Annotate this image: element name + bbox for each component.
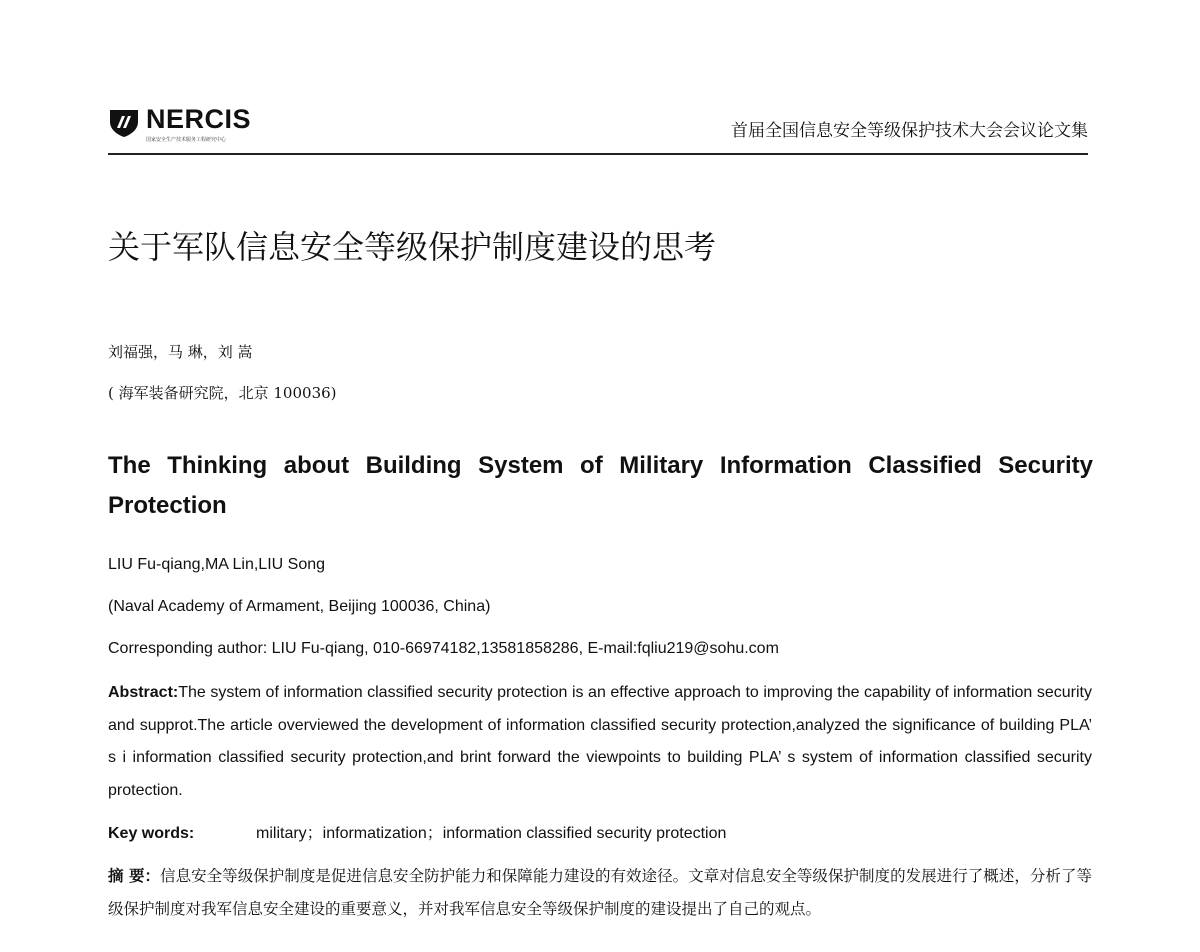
chinese-abstract-label: 摘 要： (108, 867, 161, 885)
logo-text: NERCIS (146, 104, 252, 134)
english-affiliation: (Naval Academy of Armament, Beijing 100036, China) (108, 598, 491, 615)
logo-subtext: 国家安全生产技术服务工程研究中心 (146, 137, 227, 143)
abstract-label: Abstract: (108, 684, 179, 701)
english-abstract (108, 677, 1092, 807)
english-title: The Thinking about Building System of Military Information Classified Security Protection (108, 452, 1093, 519)
english-authors: LIU Fu-qiang,MA Lin,LIU Song (108, 556, 326, 573)
shield-icon (108, 108, 140, 138)
corresponding-author: Corresponding author: LIU Fu-qiang, 010-66974182,13581858286, E-mail:fqliu219@sohu.com (108, 640, 779, 657)
chinese-authors: 刘福强，马 琳，刘 嵩 (108, 343, 253, 361)
keywords (108, 820, 726, 843)
chinese-affiliation: ( 海军装备研究院，北京 100036) (108, 384, 337, 402)
keywords-text: military；informatization；information classified security protection (256, 825, 727, 842)
abstract-text: The system of information classified security protection is an effective approach to improving the capability of information security and supprot.The article overviewed the development of information classified security protection,analyzed the significance of building PLA’ s i information classified security protection,and brint forward the viewpoints to building PLA’ s system of information classified security protection. (108, 684, 1092, 799)
chinese-abstract (108, 860, 1092, 925)
keywords-label: Key words: (108, 825, 195, 842)
chinese-title: 关于军队信息安全等级保护制度建设的思考 (108, 228, 717, 266)
header-divider (108, 153, 1088, 155)
conference-title: 首届全国信息安全等级保护技术大会会议论文集 (731, 121, 1088, 141)
chinese-abstract-text: 信息安全等级保护制度是促进信息安全防护能力和保障能力建设的有效途径。文章对信息安全等级保护制度的发展进行了概述，分析了等级保护制度对我军信息安全建设的重要意义，并对我军信息安全等级保护制度的建设提出了自己的观点。 (108, 867, 1092, 918)
